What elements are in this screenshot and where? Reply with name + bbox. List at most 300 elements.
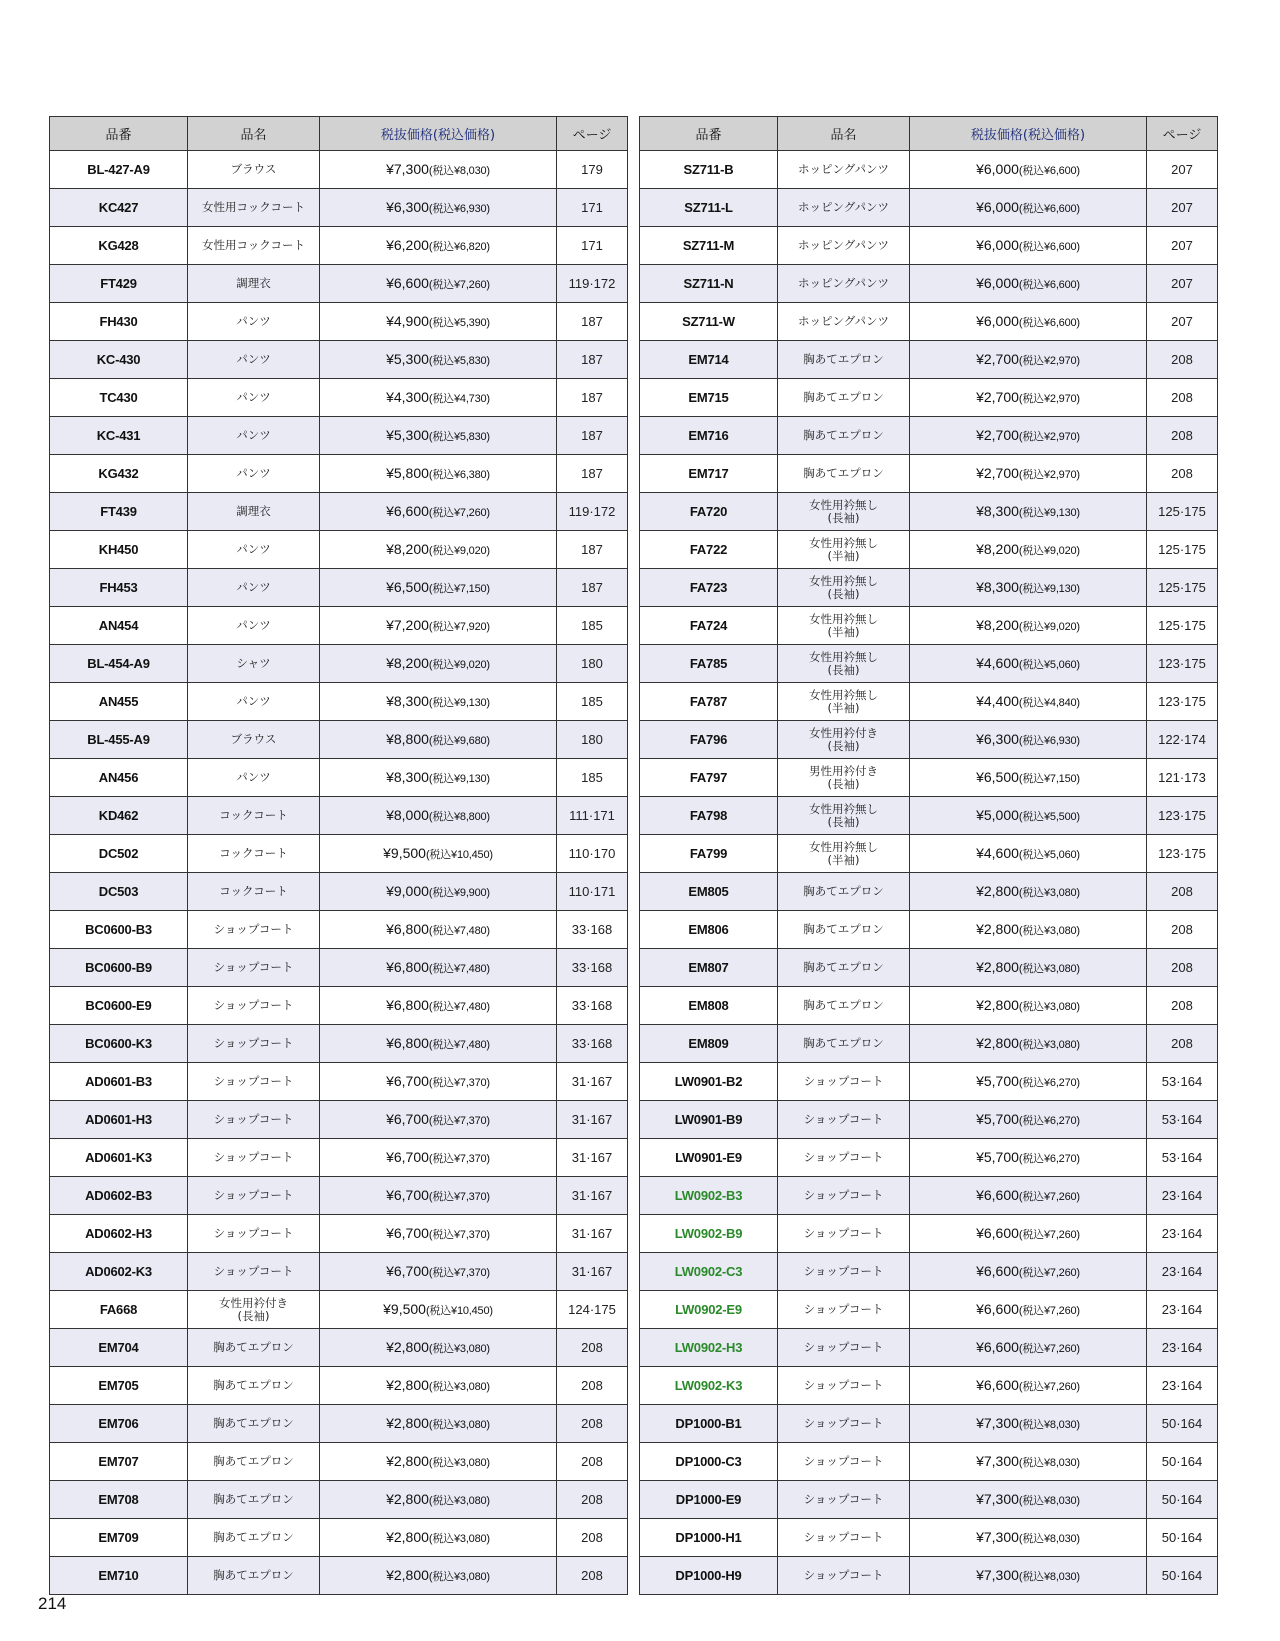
- product-name: 女性用衿無し (長袖): [778, 493, 910, 531]
- product-name: ショップコート: [778, 1063, 910, 1101]
- catalog-page: 111·171: [557, 797, 628, 835]
- table-row: [640, 911, 1218, 949]
- product-name: コックコート: [188, 835, 320, 873]
- price-incl-tax: (税込¥3,080): [428, 1419, 490, 1431]
- product-price: [320, 189, 557, 227]
- price-excl-tax: ¥5,700: [976, 1111, 1019, 1127]
- table-row: [640, 1367, 1218, 1405]
- table-row: [50, 265, 628, 303]
- product-name: ショップコート: [188, 1101, 320, 1139]
- catalog-page: 187: [557, 531, 628, 569]
- product-name: 胸あてエプロン: [188, 1405, 320, 1443]
- catalog-page: 180: [557, 721, 628, 759]
- product-name: 調理衣: [188, 265, 320, 303]
- price-table-right: [639, 116, 1218, 1595]
- catalog-page: 50·164: [1147, 1557, 1218, 1595]
- product-name: 女性用衿無し (長袖): [778, 797, 910, 835]
- price-excl-tax: ¥2,700: [976, 427, 1019, 443]
- price-incl-tax: (税込¥8,030): [1018, 1571, 1080, 1583]
- table-row: [640, 1443, 1218, 1481]
- product-price: [320, 1519, 557, 1557]
- price-excl-tax: ¥8,300: [386, 693, 429, 709]
- product-code: BC0600-B9: [50, 949, 188, 987]
- price-excl-tax: ¥6,600: [386, 503, 429, 519]
- price-excl-tax: ¥7,300: [976, 1453, 1019, 1469]
- catalog-page: 23·164: [1147, 1329, 1218, 1367]
- product-name: パンツ: [188, 607, 320, 645]
- price-excl-tax: ¥6,700: [386, 1225, 429, 1241]
- table-row: [50, 151, 628, 189]
- product-price: [910, 797, 1147, 835]
- price-incl-tax: (税込¥9,130): [1018, 507, 1080, 519]
- price-incl-tax: (税込¥7,370): [428, 1267, 490, 1279]
- product-code: FA785: [640, 645, 778, 683]
- product-name: 女性用衿付き (長袖): [188, 1291, 320, 1329]
- product-name: パンツ: [188, 341, 320, 379]
- product-name: ショップコート: [188, 1063, 320, 1101]
- product-code: BL-427-A9: [50, 151, 188, 189]
- price-excl-tax: ¥8,200: [976, 617, 1019, 633]
- price-excl-tax: ¥6,600: [976, 1263, 1019, 1279]
- product-name: 女性用衿無し (半袖): [778, 683, 910, 721]
- catalog-page: 187: [557, 569, 628, 607]
- product-name: ショップコート: [188, 1139, 320, 1177]
- product-code: FA720: [640, 493, 778, 531]
- price-excl-tax: ¥6,800: [386, 997, 429, 1013]
- table-row: [640, 873, 1218, 911]
- product-name: パンツ: [188, 455, 320, 493]
- table-row: [640, 151, 1218, 189]
- product-name: ショップコート: [188, 1253, 320, 1291]
- catalog-page: 187: [557, 341, 628, 379]
- product-price: [320, 949, 557, 987]
- product-code: LW0902-B3: [640, 1177, 778, 1215]
- table-row: [50, 987, 628, 1025]
- price-incl-tax: (税込¥8,030): [1018, 1495, 1080, 1507]
- price-excl-tax: ¥8,200: [386, 655, 429, 671]
- table-row: [50, 607, 628, 645]
- table-row: [640, 1139, 1218, 1177]
- price-incl-tax: (税込¥6,820): [428, 241, 490, 253]
- product-code: AD0601-H3: [50, 1101, 188, 1139]
- product-code: FH453: [50, 569, 188, 607]
- table-row: [640, 1405, 1218, 1443]
- product-code: FA796: [640, 721, 778, 759]
- price-incl-tax: (税込¥9,900): [428, 887, 490, 899]
- table-row: [50, 721, 628, 759]
- product-name: 胸あてエプロン: [778, 341, 910, 379]
- product-name: 女性用衿無し (長袖): [778, 645, 910, 683]
- catalog-page: 119·172: [557, 493, 628, 531]
- product-price: [910, 493, 1147, 531]
- price-excl-tax: ¥2,700: [976, 351, 1019, 367]
- catalog-page: 185: [557, 683, 628, 721]
- product-code: EM715: [640, 379, 778, 417]
- price-incl-tax: (税込¥2,970): [1018, 469, 1080, 481]
- product-name: 調理衣: [188, 493, 320, 531]
- price-incl-tax: (税込¥7,920): [428, 621, 490, 633]
- product-code: KC-430: [50, 341, 188, 379]
- price-incl-tax: (税込¥7,480): [428, 963, 490, 975]
- catalog-page: 171: [557, 227, 628, 265]
- product-code: EM716: [640, 417, 778, 455]
- product-name: ショップコート: [778, 1101, 910, 1139]
- product-code: EM708: [50, 1481, 188, 1519]
- price-excl-tax: ¥5,000: [976, 807, 1019, 823]
- product-price: [320, 151, 557, 189]
- catalog-page: 187: [557, 303, 628, 341]
- catalog-page: 187: [557, 455, 628, 493]
- price-incl-tax: (税込¥2,970): [1018, 431, 1080, 443]
- price-excl-tax: ¥2,800: [976, 921, 1019, 937]
- product-price: [910, 379, 1147, 417]
- header-page: ページ: [557, 117, 628, 151]
- table-row: [640, 949, 1218, 987]
- product-code: EM710: [50, 1557, 188, 1595]
- price-excl-tax: ¥6,600: [386, 275, 429, 291]
- price-incl-tax: (税込¥3,080): [1018, 1039, 1080, 1051]
- price-incl-tax: (税込¥9,020): [428, 545, 490, 557]
- product-name: ショップコート: [778, 1443, 910, 1481]
- table-row: [50, 1557, 628, 1595]
- product-name: ブラウス: [188, 721, 320, 759]
- price-excl-tax: ¥2,700: [976, 465, 1019, 481]
- price-incl-tax: (税込¥3,080): [428, 1571, 490, 1583]
- price-incl-tax: (税込¥3,080): [1018, 1001, 1080, 1013]
- product-code: BC0600-K3: [50, 1025, 188, 1063]
- table-row: [640, 417, 1218, 455]
- price-incl-tax: (税込¥7,480): [428, 1001, 490, 1013]
- table-row: [640, 1481, 1218, 1519]
- catalog-page: 110·170: [557, 835, 628, 873]
- product-code: EM807: [640, 949, 778, 987]
- product-code: FA723: [640, 569, 778, 607]
- price-excl-tax: ¥2,800: [386, 1567, 429, 1583]
- catalog-page: 33·168: [557, 911, 628, 949]
- catalog-page: 208: [557, 1481, 628, 1519]
- product-price: [320, 1291, 557, 1329]
- catalog-page: 207: [1147, 227, 1218, 265]
- table-row: [640, 835, 1218, 873]
- catalog-page: 122·174: [1147, 721, 1218, 759]
- product-code: EM707: [50, 1443, 188, 1481]
- price-excl-tax: ¥6,700: [386, 1073, 429, 1089]
- product-code: AN456: [50, 759, 188, 797]
- price-incl-tax: (税込¥7,260): [428, 279, 490, 291]
- product-price: [910, 1519, 1147, 1557]
- catalog-page: 207: [1147, 189, 1218, 227]
- price-excl-tax: ¥2,800: [386, 1339, 429, 1355]
- product-name: 女性用衿無し (半袖): [778, 835, 910, 873]
- price-excl-tax: ¥5,700: [976, 1073, 1019, 1089]
- product-name: 胸あてエプロン: [188, 1329, 320, 1367]
- product-code: DC502: [50, 835, 188, 873]
- product-price: [910, 1101, 1147, 1139]
- table-row: [50, 493, 628, 531]
- catalog-page: 50·164: [1147, 1443, 1218, 1481]
- product-price: [910, 1481, 1147, 1519]
- product-code: SZ711-L: [640, 189, 778, 227]
- catalog-page: 208: [557, 1329, 628, 1367]
- catalog-page: 31·167: [557, 1101, 628, 1139]
- table-body-left: [50, 151, 628, 1595]
- product-code: EM806: [640, 911, 778, 949]
- table-row: [640, 797, 1218, 835]
- product-price: [320, 645, 557, 683]
- price-incl-tax: (税込¥3,080): [428, 1381, 490, 1393]
- price-incl-tax: (税込¥6,380): [428, 469, 490, 481]
- product-code: EM808: [640, 987, 778, 1025]
- price-incl-tax: (税込¥3,080): [1018, 887, 1080, 899]
- price-excl-tax: ¥6,800: [386, 959, 429, 975]
- product-code: AN455: [50, 683, 188, 721]
- price-incl-tax: (税込¥9,020): [1018, 621, 1080, 633]
- price-incl-tax: (税込¥8,030): [1018, 1457, 1080, 1469]
- price-excl-tax: ¥8,200: [976, 541, 1019, 557]
- product-name: パンツ: [188, 417, 320, 455]
- product-code: SZ711-N: [640, 265, 778, 303]
- table-row: [640, 303, 1218, 341]
- table-row: [50, 379, 628, 417]
- product-price: [320, 1025, 557, 1063]
- table-row: [50, 1291, 628, 1329]
- catalog-page: 208: [1147, 873, 1218, 911]
- product-price: [320, 265, 557, 303]
- price-excl-tax: ¥6,800: [386, 921, 429, 937]
- catalog-page: 208: [1147, 455, 1218, 493]
- table-row: [640, 227, 1218, 265]
- product-name: 胸あてエプロン: [778, 873, 910, 911]
- price-incl-tax: (税込¥7,370): [428, 1115, 490, 1127]
- product-price: [910, 1215, 1147, 1253]
- price-excl-tax: ¥6,000: [976, 161, 1019, 177]
- product-code: EM809: [640, 1025, 778, 1063]
- product-code: LW0901-E9: [640, 1139, 778, 1177]
- price-excl-tax: ¥6,000: [976, 199, 1019, 215]
- product-price: [320, 835, 557, 873]
- price-incl-tax: (税込¥8,030): [1018, 1419, 1080, 1431]
- price-incl-tax: (税込¥7,370): [428, 1077, 490, 1089]
- table-row: [50, 835, 628, 873]
- price-incl-tax: (税込¥7,260): [1018, 1305, 1080, 1317]
- price-incl-tax: (税込¥9,020): [428, 659, 490, 671]
- product-code: KC427: [50, 189, 188, 227]
- price-incl-tax: (税込¥5,830): [428, 431, 490, 443]
- product-name: 胸あてエプロン: [188, 1443, 320, 1481]
- page-number: 214: [38, 1594, 67, 1613]
- product-price: [910, 151, 1147, 189]
- product-price: [910, 265, 1147, 303]
- product-code: LW0901-B2: [640, 1063, 778, 1101]
- price-incl-tax: (税込¥7,260): [1018, 1267, 1080, 1279]
- product-price: [910, 341, 1147, 379]
- product-price: [320, 1557, 557, 1595]
- product-code: AD0601-B3: [50, 1063, 188, 1101]
- product-name: 女性用衿無し (半袖): [778, 607, 910, 645]
- product-price: [320, 303, 557, 341]
- product-code: KC-431: [50, 417, 188, 455]
- product-price: [320, 607, 557, 645]
- product-name: コックコート: [188, 797, 320, 835]
- header-page: ページ: [1147, 117, 1218, 151]
- product-name: ショップコート: [778, 1329, 910, 1367]
- price-incl-tax: (税込¥5,390): [428, 317, 490, 329]
- catalog-page: 23·164: [1147, 1215, 1218, 1253]
- product-code: DP1000-B1: [640, 1405, 778, 1443]
- product-code: EM717: [640, 455, 778, 493]
- product-name: シャツ: [188, 645, 320, 683]
- product-name: 胸あてエプロン: [778, 1025, 910, 1063]
- table-row: [640, 493, 1218, 531]
- product-price: [910, 569, 1147, 607]
- table-row: [640, 607, 1218, 645]
- product-name: 女性用衿無し (半袖): [778, 531, 910, 569]
- price-excl-tax: ¥6,000: [976, 275, 1019, 291]
- catalog-page: 208: [1147, 1025, 1218, 1063]
- product-code: FT429: [50, 265, 188, 303]
- price-incl-tax: (税込¥10,450): [425, 1305, 493, 1317]
- product-name: ショップコート: [778, 1139, 910, 1177]
- product-code: EM704: [50, 1329, 188, 1367]
- table-row: [50, 797, 628, 835]
- price-excl-tax: ¥6,300: [386, 199, 429, 215]
- product-price: [320, 1329, 557, 1367]
- product-name: ショップコート: [778, 1291, 910, 1329]
- table-row: [640, 531, 1218, 569]
- table-row: [50, 1519, 628, 1557]
- price-incl-tax: (税込¥5,060): [1018, 659, 1080, 671]
- product-price: [910, 1291, 1147, 1329]
- table-row: [640, 645, 1218, 683]
- product-price: [320, 1443, 557, 1481]
- product-code: LW0902-E9: [640, 1291, 778, 1329]
- product-name: ショップコート: [188, 1215, 320, 1253]
- table-row: [50, 873, 628, 911]
- product-name: ショップコート: [778, 1481, 910, 1519]
- product-code: BL-455-A9: [50, 721, 188, 759]
- price-incl-tax: (税込¥4,730): [428, 393, 490, 405]
- table-row: [50, 1101, 628, 1139]
- table-header-row: [50, 117, 628, 151]
- price-excl-tax: ¥2,800: [976, 1035, 1019, 1051]
- table-body-right: [640, 151, 1218, 1595]
- price-incl-tax: (税込¥3,080): [428, 1533, 490, 1545]
- product-code: KG432: [50, 455, 188, 493]
- product-code: FA797: [640, 759, 778, 797]
- table-row: [640, 1101, 1218, 1139]
- price-excl-tax: ¥2,700: [976, 389, 1019, 405]
- table-row: [640, 721, 1218, 759]
- price-excl-tax: ¥6,500: [976, 769, 1019, 785]
- product-name: 胸あてエプロン: [778, 379, 910, 417]
- product-code: FA799: [640, 835, 778, 873]
- price-incl-tax: (税込¥6,600): [1018, 317, 1080, 329]
- product-code: LW0902-H3: [640, 1329, 778, 1367]
- product-code: FA722: [640, 531, 778, 569]
- table-row: [50, 1329, 628, 1367]
- product-name: 胸あてエプロン: [188, 1519, 320, 1557]
- product-name: ショップコート: [188, 949, 320, 987]
- catalog-page: 123·175: [1147, 835, 1218, 873]
- price-incl-tax: (税込¥7,370): [428, 1191, 490, 1203]
- product-name: ショップコート: [778, 1557, 910, 1595]
- product-code: AD0602-B3: [50, 1177, 188, 1215]
- price-incl-tax: (税込¥6,600): [1018, 165, 1080, 177]
- price-excl-tax: ¥2,800: [386, 1415, 429, 1431]
- table-row: [50, 1063, 628, 1101]
- catalog-page: 187: [557, 379, 628, 417]
- product-price: [320, 1481, 557, 1519]
- price-incl-tax: (税込¥7,150): [428, 583, 490, 595]
- price-incl-tax: (税込¥9,130): [428, 773, 490, 785]
- price-excl-tax: ¥6,600: [976, 1225, 1019, 1241]
- product-code: FA798: [640, 797, 778, 835]
- price-incl-tax: (税込¥7,260): [1018, 1191, 1080, 1203]
- catalog-page: 33·168: [557, 1025, 628, 1063]
- product-name: 女性用コックコート: [188, 227, 320, 265]
- product-price: [910, 721, 1147, 759]
- product-price: [320, 341, 557, 379]
- product-name: 女性用衿付き (長袖): [778, 721, 910, 759]
- table-row: [640, 1329, 1218, 1367]
- table-row: [50, 569, 628, 607]
- product-code: EM709: [50, 1519, 188, 1557]
- product-price: [320, 1253, 557, 1291]
- price-incl-tax: (税込¥6,930): [428, 203, 490, 215]
- product-price: [320, 759, 557, 797]
- product-price: [910, 645, 1147, 683]
- product-name: 女性用コックコート: [188, 189, 320, 227]
- product-code: LW0902-K3: [640, 1367, 778, 1405]
- catalog-page: 208: [557, 1557, 628, 1595]
- catalog-page: 207: [1147, 265, 1218, 303]
- catalog-page: 208: [1147, 911, 1218, 949]
- price-excl-tax: ¥6,700: [386, 1263, 429, 1279]
- price-excl-tax: ¥8,800: [386, 731, 429, 747]
- catalog-page: 208: [1147, 341, 1218, 379]
- price-excl-tax: ¥6,000: [976, 237, 1019, 253]
- price-excl-tax: ¥5,300: [386, 427, 429, 443]
- catalog-page: 208: [557, 1443, 628, 1481]
- product-code: FA787: [640, 683, 778, 721]
- table-row: [50, 1367, 628, 1405]
- catalog-page: 53·164: [1147, 1101, 1218, 1139]
- price-incl-tax: (税込¥3,080): [428, 1457, 490, 1469]
- price-incl-tax: (税込¥6,270): [1018, 1077, 1080, 1089]
- price-excl-tax: ¥2,800: [976, 959, 1019, 975]
- price-excl-tax: ¥6,700: [386, 1149, 429, 1165]
- product-code: AD0602-H3: [50, 1215, 188, 1253]
- product-price: [320, 569, 557, 607]
- product-code: EM805: [640, 873, 778, 911]
- price-incl-tax: (税込¥4,840): [1018, 697, 1080, 709]
- catalog-page: 23·164: [1147, 1291, 1218, 1329]
- price-excl-tax: ¥5,800: [386, 465, 429, 481]
- table-row: [50, 1177, 628, 1215]
- catalog-page: 23·164: [1147, 1177, 1218, 1215]
- table-row: [640, 569, 1218, 607]
- price-incl-tax: (税込¥3,080): [428, 1495, 490, 1507]
- catalog-page: 123·175: [1147, 645, 1218, 683]
- price-excl-tax: ¥6,700: [386, 1111, 429, 1127]
- table-row: [50, 1481, 628, 1519]
- product-code: BC0600-B3: [50, 911, 188, 949]
- product-code: FT439: [50, 493, 188, 531]
- product-price: [320, 683, 557, 721]
- price-incl-tax: (税込¥7,260): [428, 507, 490, 519]
- price-incl-tax: (税込¥3,080): [1018, 963, 1080, 975]
- product-code: AD0601-K3: [50, 1139, 188, 1177]
